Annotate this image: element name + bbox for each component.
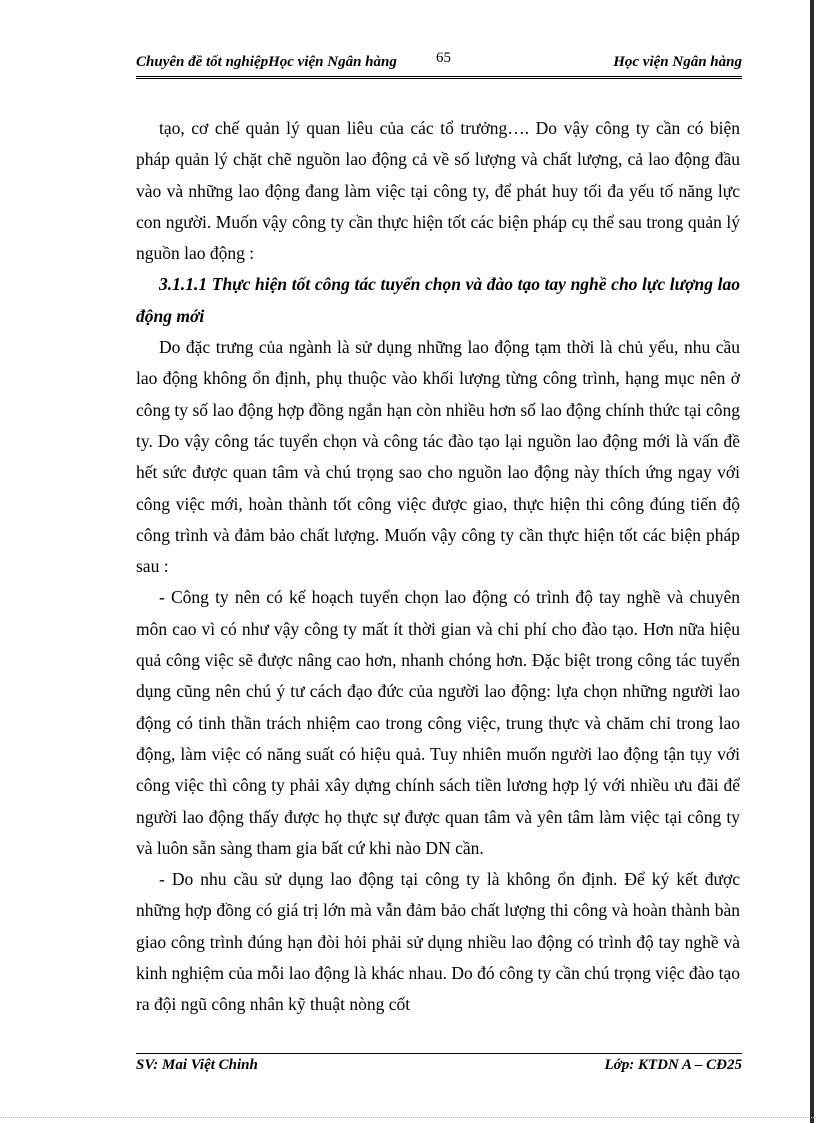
page-edge	[810, 0, 814, 1123]
document-body	[136, 113, 740, 1021]
footer-divider	[136, 1053, 742, 1054]
page-number: 65	[436, 50, 451, 66]
paragraph-characteristics: Do đặc trưng của ngành là sử dụng những lao động tạm thời là chủ yếu, nhu cầu lao động không ổn định, phụ thuộc vào khối lượng từng công trình, hạng mục nên ở công ty số lao động hợp đồng ngắn hạn còn nhiều hơn số lao động chính thức tại công ty. Do vậy công tác tuyển chọn và công tác đào tạo lại nguồn lao động mới là vấn đề hết sức được quan tâm và chú trọng sao cho nguồn lao động này thích ứng ngay với công việc mới, hoàn thành tốt công việc được giao, thực hiện thi công đúng tiến độ công trình và đảm bảo chất lượng. Muốn vậy công ty cần thực hiện tốt các biện pháp sau :	[136, 337, 740, 577]
page-header	[136, 50, 742, 74]
paragraph-recruitment: - Công ty nên có kế hoạch tuyển chọn lao động có trình độ tay nghề và chuyên môn cao vì có như vậy công ty mất ít thời gian và chi phí cho đào tạo. Hơn nữa hiệu quả công việc sẽ được nâng cao hơn, nhanh chóng hơn. Đặc biệt trong công tác tuyển dụng cũng nên chú ý tư cách đạo đức của người lao động: lựa chọn những người lao động có tinh thần trách nhiệm cao trong công việc, trung thực và chăm chỉ trong lao động, làm việc có năng suất có hiệu quả. Tuy nhiên muốn người lao động tận tụy với công việc thì công ty phải xây dựng chính sách tiền lương hợp lý với nhiều ưu đãi để người lao động thấy được họ thực sự được quan tâm và yên tâm làm việc tại công ty và luôn sẵn sàng tham gia bất cứ khi nào DN cần.	[136, 587, 740, 858]
header-left-title: Chuyên đề tốt nghiệpHọc viện Ngân hàng	[136, 54, 397, 70]
page-footer	[136, 1057, 742, 1079]
paragraph-intro: tạo, cơ chế quản lý quan liêu của các tổ trưởng…. Do vậy công ty cần có biện pháp quản lý chặt chẽ nguồn lao động cả về số lượng và chất lượng, cả lao động đầu vào và những lao động đang làm việc tại công ty, để phát huy tối đa yếu tố năng lực con người. Muốn vậy công ty cần thực hiện tốt các biện pháp cụ thể sau trong quản lý nguồn lao động :	[136, 118, 740, 264]
bottom-border	[0, 1117, 816, 1118]
footer-student: SV: Mai Việt Chinh	[136, 1057, 258, 1073]
section-heading: 3.1.1.1 Thực hiện tốt công tác tuyển chọn và đào tạo tay nghề cho lực lượng lao động mới	[136, 274, 740, 326]
header-divider	[136, 76, 742, 79]
header-right-title: Học viện Ngân hàng	[613, 54, 742, 70]
footer-class: Lớp: KTDN A – CĐ25	[604, 1057, 742, 1073]
paragraph-training: - Do nhu cầu sử dụng lao động tại công ty là không ổn định. Để ký kết được những hợp đồng có giá trị lớn mà vẫn đảm bảo chất lượng thi công và hoàn thành bàn giao công trình đúng hạn đòi hỏi phải sử dụng nhiều lao động có trình độ tay nghề và kinh nghiệm của mỗi lao động là khác nhau. Do đó công ty cần chú trọng việc đào tạo ra đội ngũ công nhân kỹ thuật nòng cốt	[136, 869, 740, 1015]
